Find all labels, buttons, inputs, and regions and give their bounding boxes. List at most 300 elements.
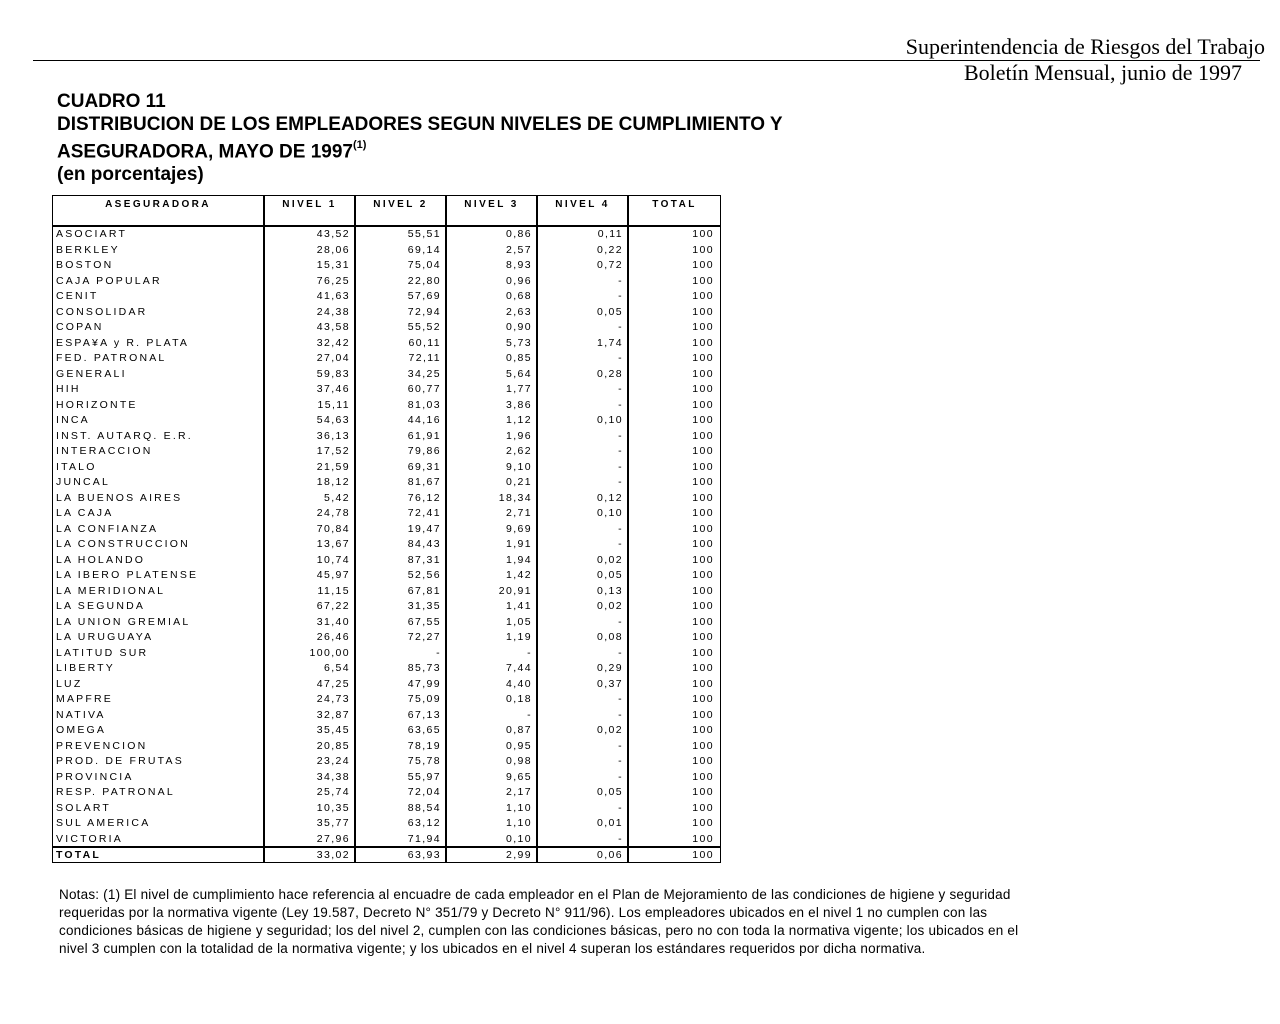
cell-nivel-1: 24,73 [316, 693, 350, 705]
cell-nivel-3: 2,62 [505, 445, 532, 457]
table-row [53, 832, 720, 848]
cell-nivel-1: 24,38 [316, 305, 350, 318]
cell-nivel-4: 0,29 [596, 662, 623, 674]
cell-nivel-4: - [618, 398, 623, 411]
cell-nivel-1: 13,67 [316, 538, 350, 550]
cell-nivel-4: - [618, 832, 623, 845]
cell-total: 100 [692, 305, 714, 318]
table-row [53, 367, 720, 383]
cell-nivel-3: 9,69 [505, 522, 532, 535]
cell-nivel-3: 1,10 [505, 801, 532, 814]
table-row [53, 801, 720, 817]
cell-nivel-1: 23,24 [316, 755, 350, 767]
cell-nivel-3: 1,94 [505, 553, 532, 566]
table-row [53, 351, 720, 367]
table-row [53, 289, 720, 305]
cell-nivel-3: 0,21 [505, 476, 532, 488]
cell-aseguradora: INST. AUTARQ. E.R. [56, 429, 193, 442]
cell-nivel-1: 70,84 [316, 522, 350, 535]
cell-nivel-4: 0,05 [596, 569, 623, 581]
cell-total: 100 [692, 259, 714, 271]
cell-nivel-4: - [618, 615, 623, 628]
cell-nivel-4: - [618, 383, 623, 395]
cell-aseguradora: LA URUGUAYA [56, 631, 154, 643]
column-header-nivel-4: NIVEL 4 [555, 199, 610, 210]
table-row [53, 661, 720, 677]
notes-paragraph: Notas: (1) El nivel de cumplimiento hace referencia al encuadre de cada empleador en el Plan de Mejoramiento de las condiciones de higiene y seguridad requeridas por la normativa vigente (Ley 19.587, Decreto N° 351/79 y Decreto N° 911/96). Los empleadores ubicados en el nivel 1 no cumplen con las condiciones básicas de higiene y seguridad; los del nivel 2, cumplen con las condiciones básicas, pero no con toda la normativa vigente; los ubicados en el nivel 3 cumplen con la totalidad de la normativa vigente; y los ubicados en el nivel 4 superan los estándares requeridos por dicha normativa. [59, 887, 1019, 956]
cell-total: 100 [692, 708, 714, 721]
cell-nivel-3: 5,64 [505, 367, 532, 380]
cell-nivel-4: 0,05 [596, 305, 623, 318]
cell-total: 100 [692, 429, 714, 442]
cell-nivel-1: 37,46 [316, 383, 350, 395]
cell-nivel-2: 72,94 [407, 305, 441, 318]
table-row [53, 227, 720, 243]
table-row [53, 413, 720, 429]
cell-nivel-3: 1,10 [505, 817, 532, 829]
cell-nivel-3: 1,91 [505, 538, 532, 550]
cell-nivel-2: 75,09 [407, 693, 441, 705]
table-row [53, 522, 720, 538]
table-row [53, 243, 720, 259]
cell-aseguradora: CENIT [56, 290, 99, 302]
cell-nivel-4: - [618, 352, 623, 364]
cell-nivel-2: 55,97 [407, 770, 441, 783]
cell-total: 100 [692, 243, 714, 256]
table-row [53, 460, 720, 476]
cell-nivel-4: 1,74 [596, 336, 623, 349]
cell-nivel-4: - [618, 693, 623, 705]
cell-nivel-1: 24,78 [316, 507, 350, 519]
cell-nivel-3: - [527, 646, 532, 659]
total-cell-nivel-4: 0,06 [596, 849, 623, 861]
cell-nivel-4: 0,08 [596, 631, 623, 643]
table-row [53, 537, 720, 553]
cell-nivel-2: 57,69 [407, 290, 441, 302]
cell-nivel-2: 67,13 [407, 708, 441, 721]
cell-total: 100 [692, 770, 714, 783]
cell-aseguradora: PROVINCIA [56, 770, 134, 783]
cell-nivel-2: 75,04 [407, 259, 441, 271]
cell-total: 100 [692, 755, 714, 767]
cell-total: 100 [692, 724, 714, 736]
cell-nivel-1: 10,35 [316, 801, 350, 814]
cell-aseguradora: CAJA POPULAR [56, 274, 162, 287]
cell-total: 100 [692, 383, 714, 395]
cell-nivel-3: 4,40 [505, 677, 532, 690]
footnote-mark: (1) [352, 139, 367, 151]
cell-nivel-4: - [618, 739, 623, 752]
cell-nivel-4: 0,72 [596, 259, 623, 271]
cell-total: 100 [692, 538, 714, 550]
cell-nivel-1: 35,77 [316, 817, 350, 829]
cell-aseguradora: LA BUENOS AIRES [56, 491, 183, 504]
cell-aseguradora: LA MERIDIONAL [56, 584, 166, 597]
cell-nivel-2: 76,12 [407, 491, 441, 504]
cell-nivel-3: 1,42 [505, 569, 532, 581]
cell-nivel-1: 36,13 [316, 429, 350, 442]
cell-nivel-2: 71,94 [407, 832, 441, 845]
cell-nivel-3: 0,86 [505, 228, 532, 240]
cell-nivel-1: 43,52 [316, 228, 350, 240]
table-row [53, 305, 720, 321]
cell-aseguradora: LUZ [56, 677, 83, 690]
cell-aseguradora: LA CONSTRUCCION [56, 538, 190, 550]
cell-nivel-2: 31,35 [407, 600, 441, 612]
cell-nivel-4: 0,12 [596, 491, 623, 504]
total-cell-nivel-3: 2,99 [505, 849, 532, 861]
cell-nivel-3: 2,63 [505, 305, 532, 318]
cell-nivel-1: 10,74 [316, 553, 350, 566]
cell-nivel-2: 61,91 [407, 429, 441, 442]
cell-total: 100 [692, 274, 714, 287]
table-row [53, 599, 720, 615]
table-row [53, 692, 720, 708]
cell-nivel-1: 67,22 [316, 600, 350, 612]
table-row [53, 785, 720, 801]
cell-aseguradora: GENERALI [56, 367, 127, 380]
table-row [53, 739, 720, 755]
cell-nivel-4: - [618, 538, 623, 550]
total-cell-total: 100 [692, 849, 714, 861]
cell-aseguradora: HIH [56, 383, 81, 395]
cell-nivel-4: 0,28 [596, 367, 623, 380]
cell-total: 100 [692, 445, 714, 457]
cell-nivel-1: 35,45 [316, 724, 350, 736]
cell-nivel-2: 55,52 [407, 321, 441, 333]
cell-nivel-4: 0,05 [596, 786, 623, 798]
cell-total: 100 [692, 367, 714, 380]
cell-nivel-3: 2,17 [505, 786, 532, 798]
cell-nivel-2: 52,56 [407, 569, 441, 581]
table-total-row [53, 848, 720, 864]
cell-nivel-2: 60,77 [407, 383, 441, 395]
cell-nivel-3: 1,96 [505, 429, 532, 442]
cell-aseguradora: FED. PATRONAL [56, 352, 167, 364]
cell-total: 100 [692, 569, 714, 581]
cell-aseguradora: VICTORIA [56, 832, 123, 845]
table-row [53, 336, 720, 352]
total-cell-nivel-1: 33,02 [316, 849, 350, 861]
cell-total: 100 [692, 832, 714, 845]
table-row [53, 723, 720, 739]
cell-nivel-4: 0,01 [596, 817, 623, 829]
cell-nivel-2: 72,04 [407, 786, 441, 798]
cell-nivel-1: 15,31 [316, 259, 350, 271]
cell-nivel-2: 85,73 [407, 662, 441, 674]
cell-nivel-1: 54,63 [316, 414, 350, 426]
cell-total: 100 [692, 646, 714, 659]
table-row [53, 320, 720, 336]
cell-total: 100 [692, 460, 714, 473]
cell-nivel-3: 0,90 [505, 321, 532, 333]
cell-nivel-4: 0,10 [596, 414, 623, 426]
cell-nivel-2: 81,03 [407, 398, 441, 411]
cell-aseguradora: RESP. PATRONAL [56, 786, 175, 798]
cell-nivel-2: 63,12 [407, 817, 441, 829]
bulletin-title: Boletín Mensual, junio de 1997 [963, 60, 1242, 85]
cell-nivel-1: 26,46 [316, 631, 350, 643]
cell-nivel-4: - [618, 274, 623, 287]
cell-aseguradora: INCA [56, 414, 90, 426]
cell-nivel-1: 31,40 [316, 615, 350, 628]
cell-total: 100 [692, 662, 714, 674]
cell-total: 100 [692, 600, 714, 612]
cell-aseguradora: PREVENCION [56, 739, 148, 752]
cell-nivel-4: 0,11 [597, 228, 623, 240]
cell-total: 100 [692, 677, 714, 690]
table-row [53, 568, 720, 584]
table-row [53, 274, 720, 290]
cell-aseguradora: NATIVA [56, 708, 106, 721]
cell-aseguradora: JUNCAL [56, 476, 111, 488]
cell-nivel-3: 1,19 [505, 631, 532, 643]
cell-total: 100 [692, 786, 714, 798]
cell-nivel-4: - [618, 522, 623, 535]
cell-nivel-4: 0,10 [596, 507, 623, 519]
column-header-total: TOTAL [652, 199, 697, 210]
cell-nivel-1: 41,63 [316, 290, 350, 302]
cell-aseguradora: COPAN [56, 321, 104, 333]
cell-nivel-3: 2,71 [505, 507, 532, 519]
cell-total: 100 [692, 352, 714, 364]
cell-nivel-1: 59,83 [316, 367, 350, 380]
cell-nivel-3: 20,91 [498, 584, 532, 597]
total-cell-aseguradora: TOTAL [56, 849, 102, 861]
cell-total: 100 [692, 476, 714, 488]
total-cell-nivel-2: 63,93 [407, 849, 441, 861]
table-row [53, 382, 720, 398]
cell-nivel-2: 69,31 [407, 460, 441, 473]
cell-nivel-3: 9,65 [505, 770, 532, 783]
cell-aseguradora: LA CONFIANZA [56, 522, 159, 535]
cell-nivel-3: 0,85 [505, 352, 532, 364]
cell-nivel-1: 28,06 [316, 243, 350, 256]
cell-nivel-1: 25,74 [316, 786, 350, 798]
cell-nivel-2: 67,55 [407, 615, 441, 628]
cell-total: 100 [692, 398, 714, 411]
cell-aseguradora: CONSOLIDAR [56, 305, 148, 318]
cell-aseguradora: ITALO [56, 460, 97, 473]
cell-nivel-1: 100,00 [309, 646, 350, 659]
title-line-2: DISTRIBUCION DE LOS EMPLEADORES SEGUN NIVELES DE CUMPLIMIENTO Y [57, 114, 783, 135]
cell-nivel-4: 0,13 [596, 584, 623, 597]
table-row [53, 429, 720, 445]
cell-nivel-1: 45,97 [316, 569, 350, 581]
cell-nivel-2: 72,11 [408, 352, 441, 364]
cell-nivel-2: 47,99 [407, 677, 441, 690]
cell-nivel-1: 27,04 [316, 352, 350, 364]
cell-nivel-3: 1,12 [505, 414, 532, 426]
cell-nivel-2: 78,19 [407, 739, 441, 752]
cell-aseguradora: LA HOLANDO [56, 553, 146, 566]
cell-nivel-3: 7,44 [505, 662, 532, 674]
data-table [52, 195, 721, 863]
cell-nivel-2: 55,51 [407, 228, 441, 240]
cell-nivel-1: 20,85 [316, 739, 350, 752]
cell-aseguradora: LA SEGUNDA [56, 600, 146, 612]
cell-nivel-2: 22,80 [407, 274, 441, 287]
table-row [53, 677, 720, 693]
cell-nivel-4: - [618, 755, 623, 767]
table-title [57, 90, 783, 186]
title-line-1: CUADRO 11 [57, 91, 166, 112]
cell-nivel-1: 17,52 [316, 445, 350, 457]
table-row [53, 708, 720, 724]
cell-nivel-1: 76,25 [316, 274, 350, 287]
cell-nivel-3: 1,77 [505, 383, 532, 395]
cell-nivel-1: 32,87 [316, 708, 350, 721]
cell-nivel-1: 5,42 [323, 491, 350, 504]
cell-nivel-2: 72,41 [407, 507, 441, 519]
cell-aseguradora: LA CAJA [56, 507, 114, 519]
cell-nivel-1: 43,58 [316, 321, 350, 333]
cell-nivel-1: 32,42 [316, 336, 350, 349]
cell-nivel-4: 0,02 [596, 600, 623, 612]
table-row [53, 646, 720, 662]
cell-nivel-1: 18,12 [316, 476, 350, 488]
cell-total: 100 [692, 553, 714, 566]
cell-nivel-1: 11,15 [317, 584, 350, 597]
table-row [53, 615, 720, 631]
table-row [53, 475, 720, 491]
cell-nivel-1: 27,96 [316, 832, 350, 845]
organization-name: Superintendencia de Riesgos del Trabajo [905, 34, 1265, 59]
cell-nivel-3: 1,05 [505, 615, 532, 628]
cell-aseguradora: LA UNION GREMIAL [56, 615, 191, 628]
cell-nivel-4: - [618, 290, 623, 302]
cell-nivel-2: 34,25 [407, 367, 441, 380]
title-line-3 [57, 136, 783, 163]
cell-nivel-1: 6,54 [323, 662, 350, 674]
cell-nivel-4: 0,22 [596, 243, 623, 256]
cell-aseguradora: SUL AMERICA [56, 817, 151, 829]
cell-nivel-2: 79,86 [407, 445, 441, 457]
cell-nivel-3: 5,73 [505, 336, 532, 349]
table-row [53, 258, 720, 274]
cell-nivel-3: 0,96 [505, 274, 532, 287]
cell-nivel-2: 75,78 [407, 755, 441, 767]
cell-nivel-3: 18,34 [498, 491, 532, 504]
cell-total: 100 [692, 693, 714, 705]
cell-nivel-3: 0,98 [505, 755, 532, 767]
cell-total: 100 [692, 631, 714, 643]
cell-total: 100 [692, 584, 714, 597]
cell-nivel-2: 81,67 [407, 476, 441, 488]
cell-total: 100 [692, 414, 714, 426]
cell-nivel-3: 8,93 [505, 259, 532, 271]
cell-nivel-2: 87,31 [407, 553, 441, 566]
cell-nivel-4: 0,02 [596, 553, 623, 566]
cell-nivel-2: 69,14 [407, 243, 441, 256]
cell-total: 100 [692, 290, 714, 302]
cell-nivel-4: 0,37 [596, 677, 623, 690]
cell-nivel-3: 3,86 [505, 398, 532, 411]
cell-nivel-4: - [618, 476, 623, 488]
cell-nivel-3: 0,87 [505, 724, 532, 736]
cell-nivel-3: 0,10 [505, 832, 532, 845]
cell-total: 100 [692, 507, 714, 519]
cell-nivel-2: 67,81 [407, 584, 441, 597]
cell-nivel-2: 88,54 [407, 801, 441, 814]
cell-total: 100 [692, 228, 714, 240]
cell-aseguradora: HORIZONTE [56, 398, 138, 411]
cell-nivel-1: 34,38 [316, 770, 350, 783]
cell-total: 100 [692, 491, 714, 504]
cell-total: 100 [692, 615, 714, 628]
cell-aseguradora: ASOCIART [56, 228, 128, 240]
cell-nivel-3: 1,41 [505, 600, 532, 612]
table-row [53, 444, 720, 460]
column-header-nivel-2: NIVEL 2 [373, 199, 428, 210]
cell-nivel-3: 0,68 [505, 290, 532, 302]
table-row [53, 584, 720, 600]
cell-aseguradora: MAPFRE [56, 693, 113, 705]
table-row [53, 770, 720, 786]
cell-nivel-3: 0,18 [505, 693, 532, 705]
title-line-4: (en porcentajes) [57, 164, 204, 186]
cell-nivel-2: 44,16 [407, 414, 441, 426]
title-line-3-text: ASEGURADORA, MAYO DE 1997 [57, 141, 353, 163]
cell-aseguradora: ESPA¥A y R. PLATA [56, 336, 190, 349]
cell-nivel-4: - [618, 460, 623, 473]
cell-nivel-3: 9,10 [505, 460, 532, 473]
cell-nivel-4: - [618, 801, 623, 814]
cell-aseguradora: SOLART [56, 801, 112, 814]
cell-total: 100 [692, 321, 714, 333]
cell-nivel-4: - [618, 429, 623, 442]
cell-total: 100 [692, 739, 714, 752]
cell-total: 100 [692, 336, 714, 349]
cell-nivel-2: 84,43 [407, 538, 441, 550]
cell-nivel-4: - [618, 321, 623, 333]
table-row [53, 553, 720, 569]
table-row [53, 816, 720, 832]
cell-nivel-1: 47,25 [316, 677, 350, 690]
cell-nivel-2: 19,47 [407, 522, 441, 535]
cell-nivel-3: - [527, 708, 532, 721]
cell-nivel-4: - [618, 770, 623, 783]
cell-nivel-2: - [436, 646, 441, 659]
table-row [53, 630, 720, 646]
column-header-nivel-1: NIVEL 1 [282, 199, 337, 210]
cell-nivel-3: 2,57 [505, 243, 532, 256]
cell-aseguradora: LA IBERO PLATENSE [56, 569, 199, 581]
cell-aseguradora: OMEGA [56, 724, 107, 736]
cell-nivel-4: - [618, 646, 623, 659]
cell-aseguradora: BERKLEY [56, 243, 120, 256]
cell-nivel-3: 0,95 [505, 739, 532, 752]
cell-nivel-2: 72,27 [407, 631, 441, 643]
cell-aseguradora: BOSTON [56, 259, 114, 271]
column-header-aseguradora: ASEGURADORA [105, 199, 211, 210]
column-header-nivel-3: NIVEL 3 [464, 199, 519, 210]
cell-nivel-1: 15,11 [317, 398, 350, 411]
cell-total: 100 [692, 522, 714, 535]
table-row [53, 398, 720, 414]
cell-nivel-4: 0,02 [596, 724, 623, 736]
cell-aseguradora: LATITUD SUR [56, 646, 149, 659]
cell-nivel-1: 21,59 [316, 460, 350, 473]
cell-nivel-4: - [618, 708, 623, 721]
cell-total: 100 [692, 817, 714, 829]
cell-total: 100 [692, 801, 714, 814]
table-row [53, 506, 720, 522]
cell-nivel-2: 60,11 [408, 336, 441, 349]
cell-aseguradora: PROD. DE FRUTAS [56, 755, 184, 767]
cell-nivel-4: - [618, 445, 623, 457]
cell-aseguradora: LIBERTY [56, 662, 115, 674]
